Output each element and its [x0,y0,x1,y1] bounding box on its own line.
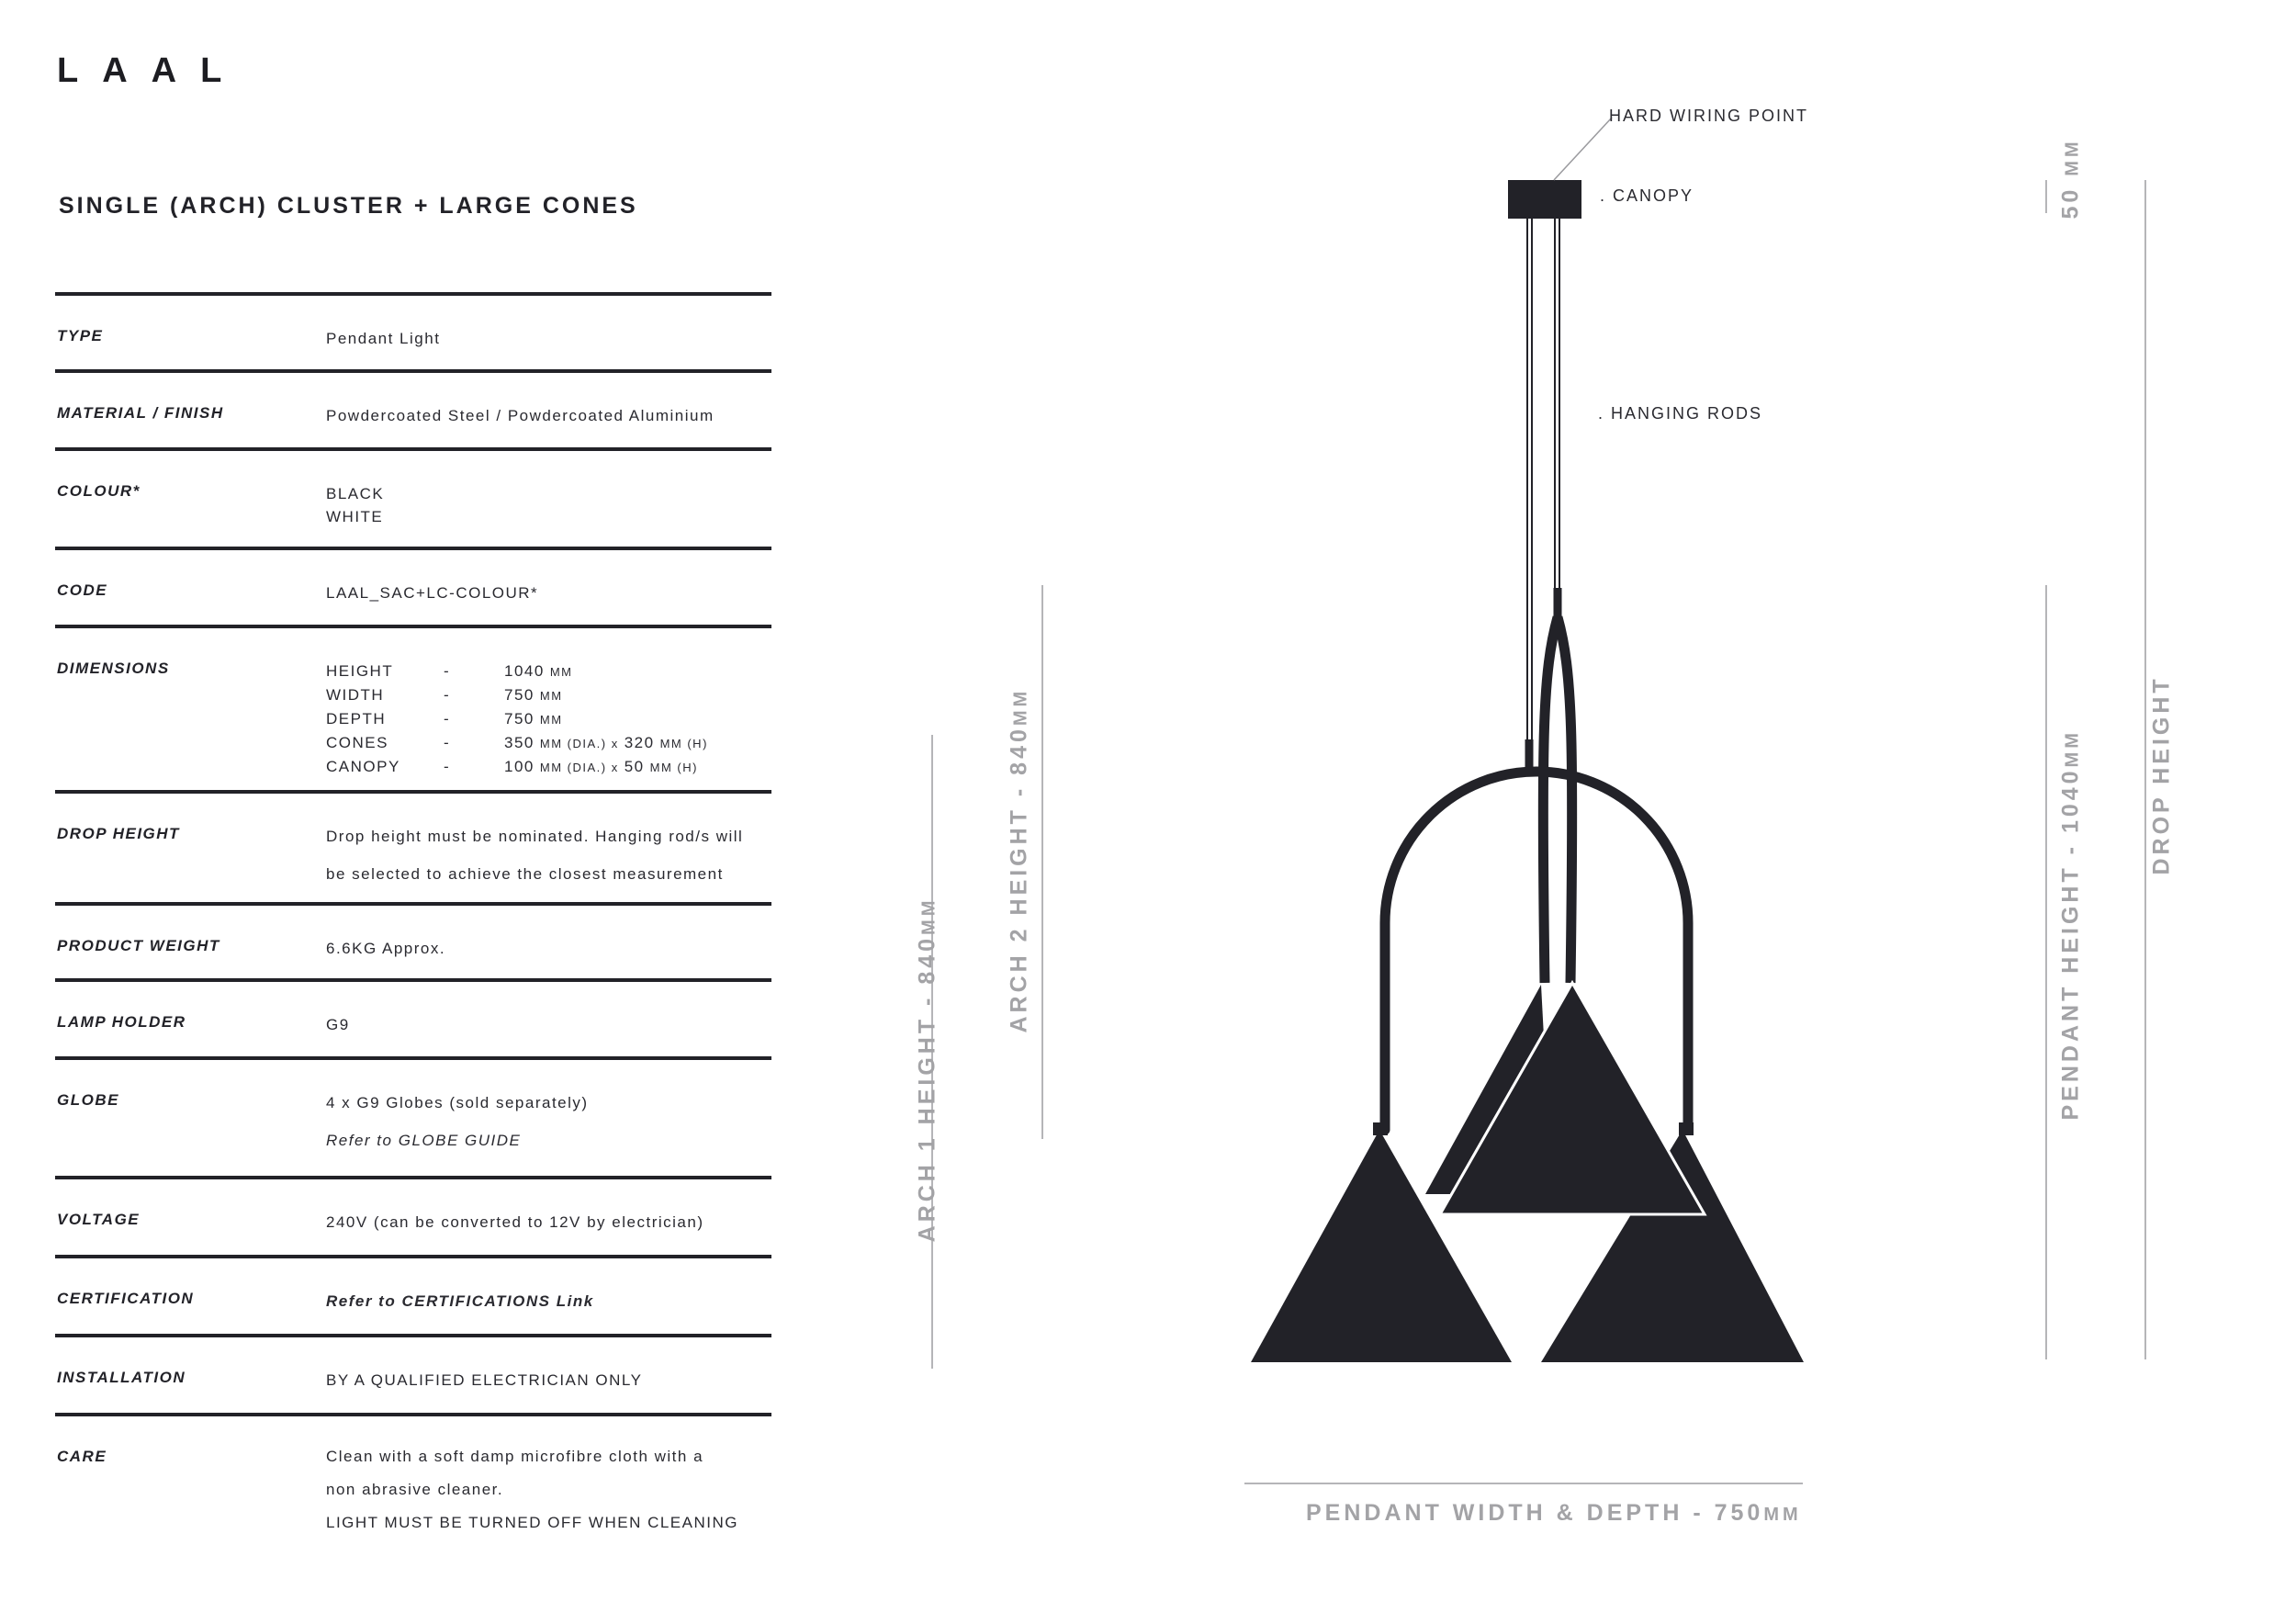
spec-label: COLOUR* [57,482,141,500]
spec-line: 4 x G9 Globes (sold separately) [326,1094,589,1111]
globe-guide-ref: Refer to GLOBE GUIDE [326,1132,522,1149]
colour-option: BLACK [326,485,385,502]
dimension-value: 350 MM (DIA.) x 320 MM (H) [504,734,708,751]
spec-label: TYPE [57,327,104,344]
dimension-dash: - [444,758,451,775]
spec-line: LIGHT MUST BE TURNED OFF WHEN CLEANING [326,1514,738,1531]
spec-line: be selected to achieve the closest measurement [326,865,724,883]
dimension-dash: - [444,734,451,751]
cone-cap [1679,1122,1694,1135]
canopy-label: . CANOPY [1600,186,1694,205]
spec-label: MATERIAL / FINISH [57,404,224,422]
spec-line: Clean with a soft damp microfibre cloth with a [326,1448,704,1465]
dimension-dash: - [444,662,451,680]
canopy-shape [1508,180,1581,219]
brand-logo: LAAL [57,51,246,90]
spec-value: Pendant Light [326,330,441,347]
spec-label: PRODUCT WEIGHT [57,937,220,954]
pendant-height-label: PENDANT HEIGHT - 1040MM [2057,729,2084,1121]
drop-height-label: DROP HEIGHT [2148,675,2175,875]
spec-line: Drop height must be nominated. Hanging rod/s will [326,828,744,845]
cone-cap [1373,1122,1388,1135]
colour-option: WHITE [326,508,384,525]
dimension-value: 750 MM [504,710,563,727]
dimension-name: WIDTH [326,686,385,704]
dimension-dash: - [444,686,451,704]
wiring-leader-line [1554,118,1612,180]
globe-guide-link[interactable]: GLOBE GUIDE [398,1132,522,1149]
dimension-dash: - [444,710,451,727]
spec-value: BY A QUALIFIED ELECTRICIAN ONLY [326,1371,643,1389]
spec-value: 240V (can be converted to 12V by electrician) [326,1213,704,1231]
spec-value: G9 [326,1016,350,1033]
spec-label: DROP HEIGHT [57,825,180,842]
hanging-rods-label: . HANGING RODS [1598,404,1763,423]
spec-label: CODE [57,581,108,599]
dimension-name: HEIGHT [326,662,394,680]
certifications-link[interactable]: Refer to CERTIFICATIONS Link [326,1292,594,1310]
dimension-name: CONES [326,734,388,751]
arch-2-stem [1558,617,1572,983]
spec-line: non abrasive cleaner. [326,1481,504,1498]
dimension-value: 750 MM [504,686,563,704]
canopy-height-label: 50 MM [2057,138,2084,220]
spec-label: LAMP HOLDER [57,1013,186,1031]
arch-1-height-label: ARCH 1 HEIGHT - 840MM [914,897,940,1243]
spec-value: Powdercoated Steel / Powdercoated Aluminium [326,407,715,424]
spec-value: LAAL_SAC+LC-COLOUR* [326,584,539,602]
spec-label: VOLTAGE [57,1211,141,1228]
dimension-name: DEPTH [326,710,387,727]
document-title: SINGLE (ARCH) CLUSTER + LARGE CONES [59,193,638,219]
dimension-name: CANOPY [326,758,400,775]
spec-label: CARE [57,1448,107,1465]
spec-label: INSTALLATION [57,1369,186,1386]
hard-wiring-point-label: HARD WIRING POINT [1609,107,1808,125]
arch-2-stem [1543,617,1558,983]
dimension-value: 100 MM (DIA.) x 50 MM (H) [504,758,698,775]
arch-2-height-label: ARCH 2 HEIGHT - 840MM [1006,687,1032,1033]
spec-label: GLOBE [57,1091,119,1109]
dimension-value: 1040 MM [504,662,573,680]
spec-label: CERTIFICATION [57,1290,195,1307]
spec-value: 6.6KG Approx. [326,940,446,957]
spec-label: DIMENSIONS [57,660,170,677]
pendant-width-label: PENDANT WIDTH & DEPTH - 750MM [1306,1500,1802,1526]
